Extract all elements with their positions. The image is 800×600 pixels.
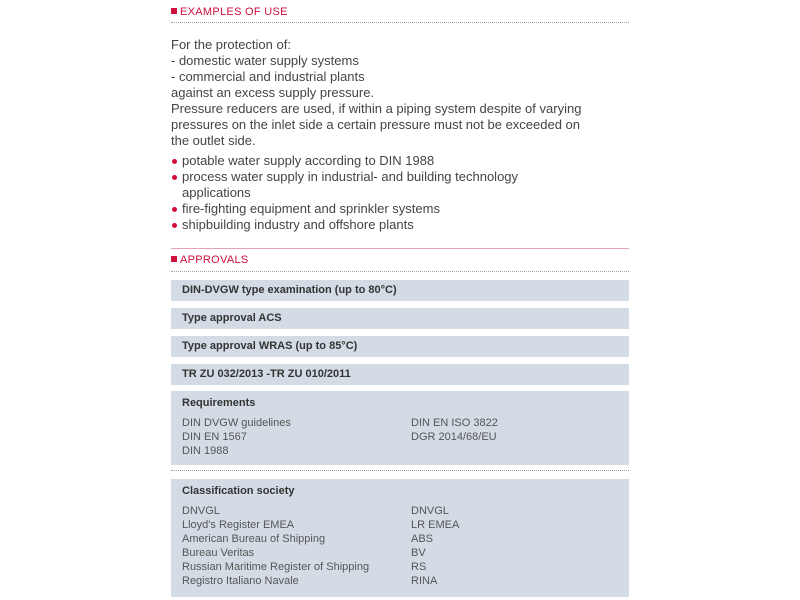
list-item: fire-fighting equipment and sprinkler systems — [171, 201, 629, 217]
society-abbr: LR EMEA — [411, 519, 460, 531]
intro-line: Pressure reducers are used, if within a piping system despite of varying — [171, 101, 582, 116]
requirement-item: DIN EN 1567 — [182, 431, 247, 443]
requirement-item: DIN DVGW guidelines — [182, 417, 291, 429]
society-abbr: RINA — [411, 575, 438, 587]
bullet-dot-icon — [172, 223, 177, 228]
approval-bar: TR ZU 032/2013 -TR ZU 010/2011 — [171, 364, 629, 385]
intro-line: the outlet side. — [171, 133, 256, 148]
intro-line: pressures on the inlet side a certain pressure must not be exceeded on — [171, 117, 581, 132]
classification-panel — [171, 479, 629, 597]
section-divider — [171, 271, 629, 272]
society-name: Russian Maritime Register of Shipping — [182, 561, 370, 573]
requirement-item: DGR 2014/68/EU — [411, 431, 497, 443]
approval-bar: Type approval WRAS (up to 85°C) — [171, 336, 629, 357]
square-bullet-icon — [171, 8, 177, 14]
society-name: DNVGL — [182, 505, 220, 517]
bullet-dot-icon — [172, 207, 177, 212]
society-abbr: ABS — [411, 533, 434, 545]
bullet-dot-icon — [172, 175, 177, 180]
requirement-item: DIN 1988 — [182, 445, 229, 457]
society-abbr: BV — [411, 547, 426, 559]
section-divider — [171, 22, 629, 23]
society-name: Lloyd's Register EMEA — [182, 519, 295, 531]
society-abbr: DNVGL — [411, 505, 449, 517]
bullet-dot-icon — [172, 159, 177, 164]
classification-grid — [182, 504, 618, 588]
examples-heading: EXAMPLES OF USE — [171, 5, 629, 19]
approval-bar: DIN-DVGW type examination (up to 80°C) — [171, 280, 629, 301]
intro-line: - domestic water supply systems — [171, 53, 359, 68]
square-bullet-icon — [171, 256, 177, 262]
section-separator — [171, 248, 629, 249]
section-divider — [171, 470, 629, 471]
society-name: American Bureau of Shipping — [182, 533, 326, 545]
requirements-grid — [182, 416, 618, 458]
requirements-title: Requirements — [182, 397, 256, 409]
intro-line: For the protection of: — [171, 37, 291, 52]
society-name: Registro Italiano Navale — [182, 575, 299, 587]
intro-line: - commercial and industrial plants — [171, 69, 365, 84]
society-name: Bureau Veritas — [182, 547, 255, 559]
examples-intro — [171, 37, 629, 149]
requirements-panel — [171, 391, 629, 465]
approval-bar: Type approval ACS — [171, 308, 629, 329]
list-item: process water supply in industrial- and building technology applications — [171, 169, 572, 201]
examples-bullet-list — [171, 153, 629, 233]
list-item: potable water supply according to DIN 1988 — [171, 153, 629, 169]
approvals-heading: APPROVALS — [171, 253, 629, 267]
classification-title: Classification society — [182, 485, 295, 497]
requirement-item: DIN EN ISO 3822 — [411, 417, 498, 429]
intro-line: against an excess supply pressure. — [171, 85, 375, 100]
society-abbr: RS — [411, 561, 427, 573]
list-item: shipbuilding industry and offshore plants — [171, 217, 629, 233]
